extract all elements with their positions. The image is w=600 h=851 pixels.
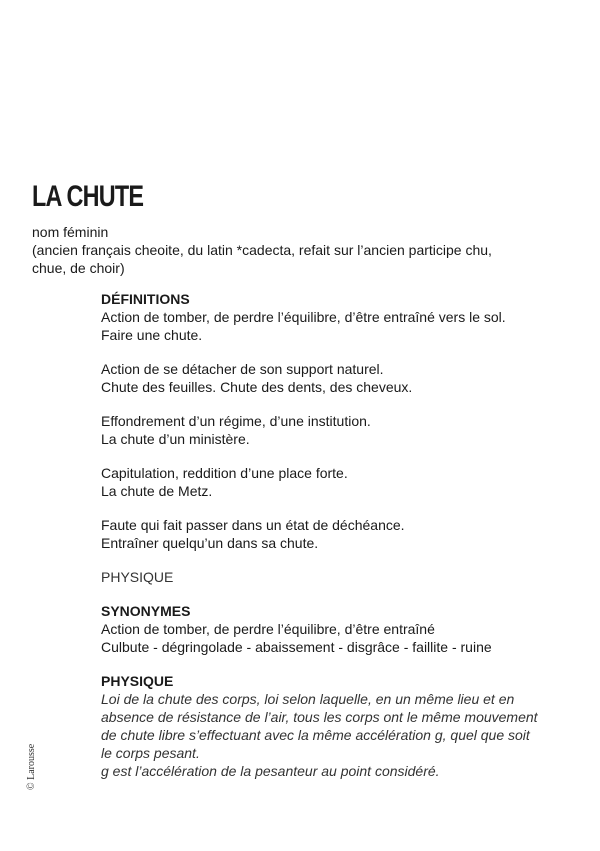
entry-header [32, 223, 572, 277]
definition-example: Chute des feuilles. Chute des dents, des cheveux. [101, 379, 413, 395]
definition-text: Faute qui fait passer dans un état de déchéance. [101, 517, 405, 533]
definition-text: Action de tomber, de perdre l’équilibre, d’être entraîné vers le sol. [101, 309, 506, 325]
definition-item [101, 516, 571, 552]
part-of-speech: nom féminin [32, 224, 109, 240]
entry-body [101, 290, 571, 780]
definition-text: Effondrement d’un régime, d’une institution. [101, 413, 371, 429]
physics-heading: PHYSIQUE [101, 673, 174, 689]
definition-item [101, 308, 571, 344]
physics-line: absence de résistance de l’air, tous les corps ont le même mouvement [101, 709, 538, 725]
definitions-heading: DÉFINITIONS [101, 291, 190, 307]
physics-line: Loi de la chute des corps, loi selon laquelle, en un même lieu et en [101, 691, 515, 707]
definition-item [101, 464, 571, 500]
physics-line: de chute libre s’effectuant avec la même accélération g, quel que soit [101, 727, 530, 743]
physics-line: g est l’accélération de la pesanteur au point considéré. [101, 763, 440, 779]
entry-title: LA CHUTE [32, 180, 144, 213]
definition-item [101, 360, 571, 396]
copyright-notice: © Larousse [26, 743, 37, 790]
definition-text: Capitulation, reddition d’une place forte. [101, 465, 348, 481]
definition-item [101, 412, 571, 448]
physics-line: le corps pesant. [101, 745, 200, 761]
definition-example: La chute d’un ministère. [101, 431, 250, 447]
etymology-line: chue, de choir) [32, 260, 125, 276]
synonyms-line: Action de tomber, de perdre l’équilibre, d’être entraîné [101, 621, 435, 637]
definition-example: La chute de Metz. [101, 483, 213, 499]
definition-example: Entraîner quelqu’un dans sa chute. [101, 535, 319, 551]
definition-category: PHYSIQUE [101, 569, 174, 585]
etymology-line: (ancien français cheoite, du latin *cadecta, refait sur l’ancien participe chu, [32, 242, 492, 258]
synonyms-heading: SYNONYMES [101, 603, 191, 619]
definition-text: Action de se détacher de son support naturel. [101, 361, 384, 377]
definition-example: Faire une chute. [101, 327, 203, 343]
synonyms-line: Culbute - dégringolade - abaissement - disgrâce - faillite - ruine [101, 639, 492, 655]
